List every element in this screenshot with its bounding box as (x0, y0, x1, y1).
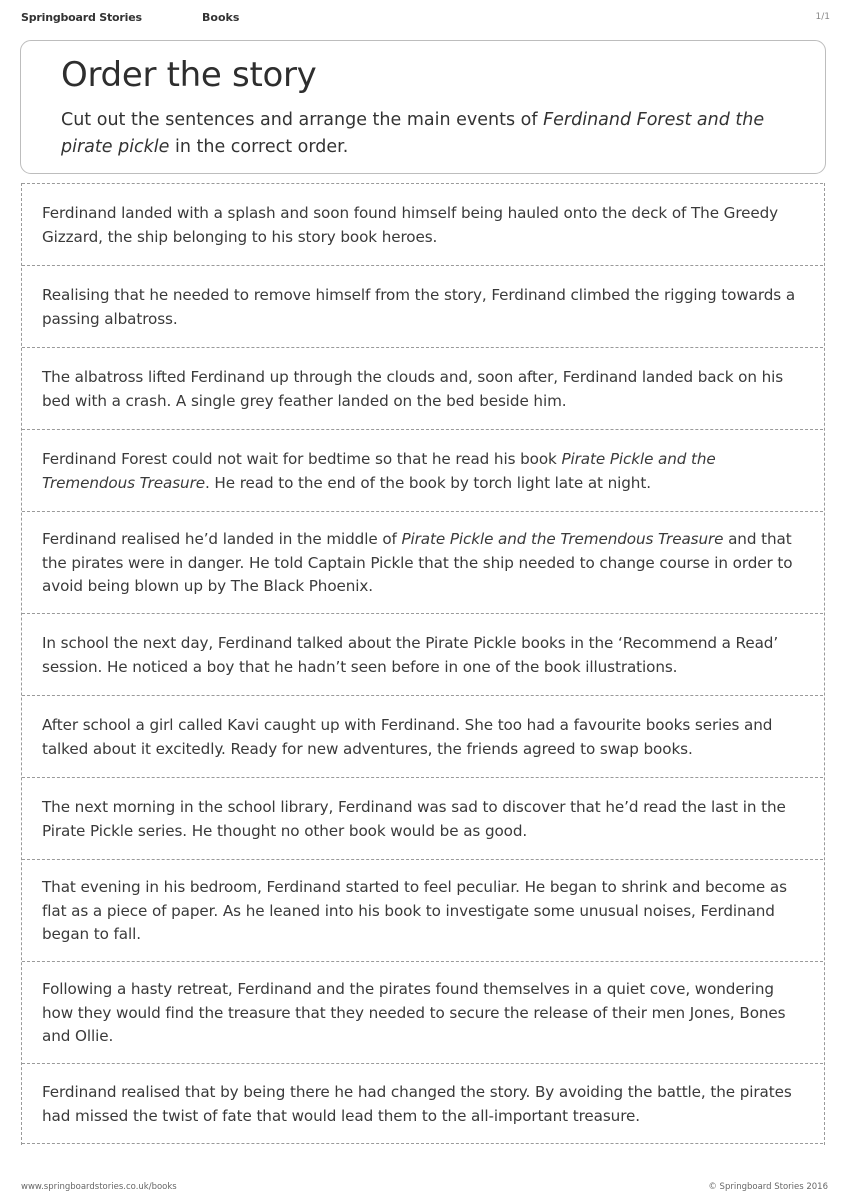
sentence-strip (22, 429, 823, 511)
strip-text-part: Ferdinand landed with a splash and soon found himself being hauled onto the deck of The Greedy Gizzard, the ship belonging to his story book heroes. (42, 204, 779, 246)
strip-text (42, 202, 809, 249)
strip-text-part: Ferdinand Forest could not wait for bedtime so that he read his book (42, 450, 562, 468)
strip-text-part: . He read to the end of the book by torch light late at night. (204, 473, 651, 492)
strip-text-part: Ferdinand realised that by being there he had changed the story. By avoiding the battle, the pirates had missed the twist of fate that would lead them to the all-important treasure. (42, 1083, 792, 1125)
strip-text-part: Ferdinand realised he’d landed in the middle of (42, 530, 402, 548)
strip-text-part: Following a hasty retreat, Ferdinand and the pirates found themselves in a quiet cove, wondering how they would find the treasure that they needed to secure the release of their men Jones, Bones and Ollie. (42, 980, 786, 1045)
sentence-strip (22, 695, 823, 777)
strip-text (42, 284, 809, 331)
page-title: Order the story (61, 55, 317, 95)
section-name: Books (202, 11, 240, 24)
sentence-strip (22, 265, 823, 347)
footer-url: www.springboardstories.co.uk/books (21, 1182, 177, 1192)
strip-text-part: Realising that he needed to remove himself from the story, Ferdinand climbed the rigging towards a passing albatross. (42, 286, 796, 328)
strip-text-part: The next morning in the school library, Ferdinand was sad to discover that he’d read the last in the Pirate Pickle series. He thought no other book would be as good. (42, 798, 786, 840)
sentence-strip (22, 183, 823, 265)
strip-text (42, 796, 809, 843)
title-box (20, 40, 826, 174)
sentence-strip (22, 1063, 823, 1143)
strip-text (42, 528, 809, 599)
strip-text-part: The albatross lifted Ferdinand up through the clouds and, soon after, Ferdinand landed back on his bed with a crash. A single grey feather landed on the bed beside him. (42, 368, 784, 410)
strip-text-part: That evening in his bedroom, Ferdinand started to feel peculiar. He began to shrink and become as flat as a piece of paper. As he leaned into his book to investigate some unusual noises, Ferdinand began to fall. (42, 878, 787, 943)
sentence-strip (22, 511, 823, 613)
strip-text (42, 1081, 809, 1128)
strip-text (42, 366, 809, 413)
strip-text (42, 714, 809, 761)
strip-bottom-cut-line (22, 1143, 823, 1144)
strip-book-title: Pirate Pickle and the Tremendous Treasure (401, 530, 724, 548)
sentence-strip (22, 347, 823, 429)
brand-name: Springboard Stories (21, 11, 142, 24)
strip-text (42, 448, 809, 495)
strip-text-part: In school the next day, Ferdinand talked about the Pirate Pickle books in the ‘Recommend a Read’ session. He noticed a boy that he hadn’t seen before in one of the book illustrations. (42, 634, 779, 676)
instruction-end: in the correct order. (169, 137, 349, 157)
sentence-strip (22, 613, 823, 695)
strip-text-part: and that the pirates were in danger. He told Captain Pickle that the ship needed to change course in order to avoid being blown up by The Black Phoenix. (42, 530, 793, 595)
top-bar (0, 0, 850, 36)
sentence-strips (21, 183, 825, 1145)
instruction-book-title: Ferdinand Forest and the pirate pickle (61, 110, 765, 157)
sentence-strip (22, 859, 823, 961)
page-count: 1/1 (815, 12, 830, 22)
instructions (61, 107, 801, 161)
instruction-start: Cut out the sentences and arrange the main events of (61, 110, 544, 130)
sentence-strip (22, 961, 823, 1063)
strip-text-part: After school a girl called Kavi caught up with Ferdinand. She too had a favourite books series and talked about it excitedly. Ready for new adventures, the friends agreed to swap books. (42, 716, 773, 758)
strip-text (42, 876, 809, 947)
sentence-strip (22, 777, 823, 859)
strip-text (42, 978, 809, 1049)
footer-copyright: © Springboard Stories 2016 (708, 1182, 828, 1192)
strip-text (42, 632, 809, 679)
strip-book-title: Pirate Pickle and the Tremendous Treasure (42, 450, 716, 492)
